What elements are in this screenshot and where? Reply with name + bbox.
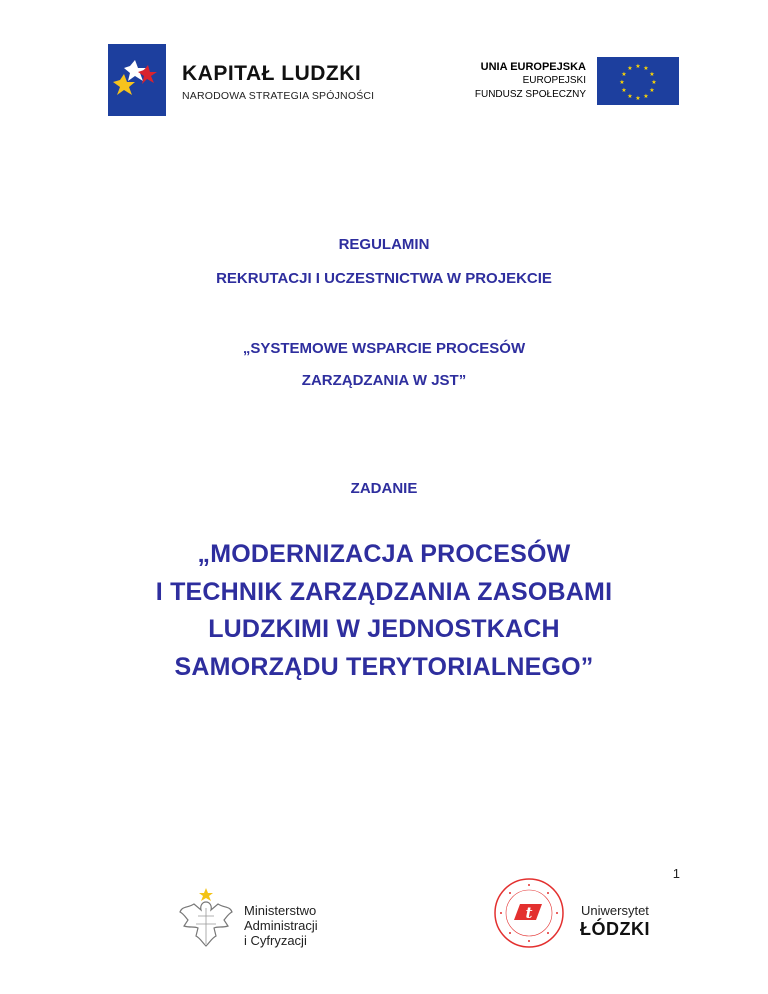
eu-flag-icon [597, 57, 679, 105]
ministry-line-1: Ministerstwo [244, 903, 317, 918]
svg-text:★: ★ [621, 71, 627, 78]
eu-line-3: FUNDUSZ SPOŁECZNY [474, 89, 586, 100]
task-title-line-4: SAMORZĄDU TERYTORIALNEGO” [174, 653, 594, 681]
svg-text:★: ★ [643, 65, 649, 72]
project-name-line-1: „SYSTEMOWE WSPARCIE PROCESÓW [242, 340, 526, 357]
svg-text:★: ★ [619, 79, 625, 86]
task-title-line-3: LUDZKIMI W JEDNOSTKACH [208, 615, 560, 643]
svg-text:★: ★ [635, 63, 641, 70]
university-seal-icon [492, 876, 566, 950]
polish-eagle-emblem-icon [176, 886, 236, 952]
regulamin-title: REGULAMIN [338, 236, 430, 253]
task-label: ZADANIE [350, 480, 418, 497]
task-title-line-1: „MODERNIZACJA PROCESÓW [197, 540, 571, 568]
page-number: 1 [672, 866, 680, 881]
eu-text-block [475, 60, 586, 102]
svg-text:★: ★ [635, 95, 641, 102]
svg-text:★: ★ [649, 87, 655, 94]
university-name: ŁÓDZKI [580, 919, 650, 939]
svg-text:★: ★ [621, 87, 627, 94]
eu-line-2: EUROPEJSKI [522, 75, 586, 86]
ministry-name [244, 903, 318, 948]
svg-text:★: ★ [627, 93, 633, 100]
regulamin-subtitle: REKRUTACJI I UCZESTNICTWA W PROJEKCIE [216, 270, 552, 287]
task-title-line-2: I TECHNIK ZARZĄDZANIA ZASOBAMI [155, 578, 613, 606]
kapital-ludzki-name: KAPITAŁ LUDZKI [182, 62, 362, 85]
svg-text:★: ★ [651, 79, 657, 86]
project-name-line-2: ZARZĄDZANIA W JST” [301, 372, 467, 389]
ministry-line-2: Administracji [244, 918, 318, 933]
kapital-ludzki-logo-icon [108, 44, 166, 116]
ministry-line-3: i Cyfryzacji [244, 933, 307, 948]
svg-text:★: ★ [643, 93, 649, 100]
eu-line-1: UNIA EUROPEJSKA [480, 61, 586, 73]
svg-text:★: ★ [649, 71, 655, 78]
svg-text:★: ★ [627, 65, 633, 72]
kapital-ludzki-subtitle: NARODOWA STRATEGIA SPÓJNOŚCI [182, 90, 375, 102]
svg-text:t: t [525, 904, 533, 922]
university-label: Uniwersytet [581, 903, 649, 918]
